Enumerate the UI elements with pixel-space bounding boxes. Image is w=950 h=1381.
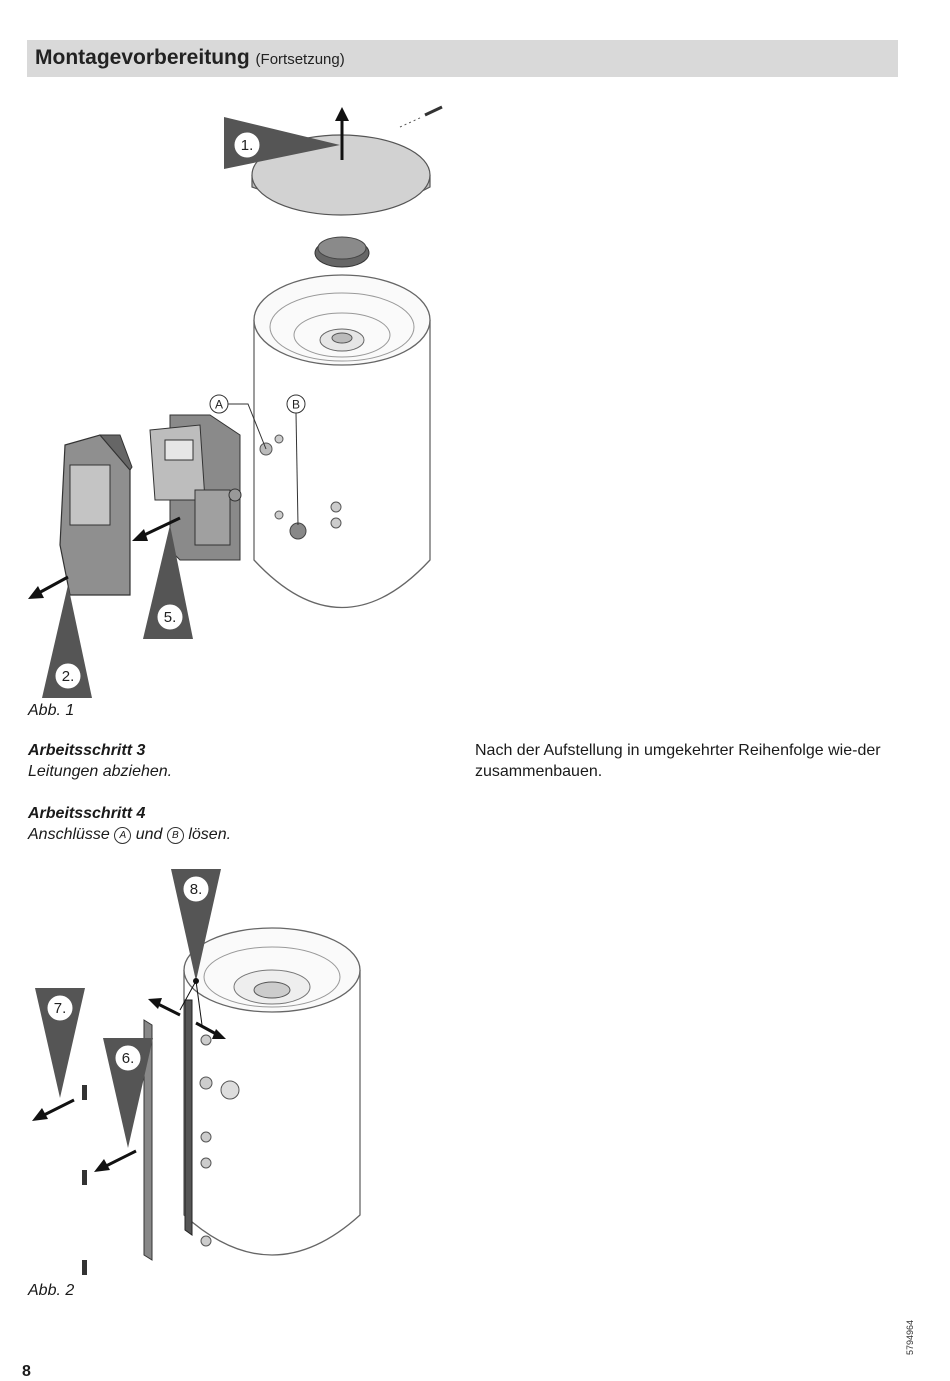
figure-2-caption: Abb. 2 <box>28 1282 75 1299</box>
step-3-text: Leitungen abziehen. <box>28 763 173 780</box>
callout-7 <box>35 988 85 1098</box>
step-4 <box>28 803 231 845</box>
reassembly-note: Nach der Aufstellung in umgekehrter Reihenfolge wie-der zusammenbauen. <box>475 742 881 780</box>
step-3 <box>28 740 172 782</box>
label-b-inline: B <box>167 827 184 844</box>
control-unit <box>150 415 241 560</box>
step-4-text-before: Anschlüsse <box>28 826 110 843</box>
step-3-title: Arbeitsschritt 3 <box>28 742 146 759</box>
tank-lid <box>252 107 442 215</box>
callout-5-text: 5. <box>163 609 177 626</box>
callout-6-text: 6. <box>121 1050 135 1067</box>
callout-2 <box>42 585 92 698</box>
front-cover <box>60 435 132 595</box>
step-4-text <box>28 824 231 845</box>
page-number: 8 <box>22 1363 31 1380</box>
section-header <box>27 40 898 77</box>
label-a: A <box>214 397 224 412</box>
callout-1-text: 1. <box>240 137 254 154</box>
tank-body <box>254 275 430 608</box>
callout-8-text: 8. <box>189 881 203 898</box>
step-4-text-after: lösen. <box>188 826 232 843</box>
document-number: 5794964 <box>905 1319 915 1355</box>
step-4-title: Arbeitsschritt 4 <box>28 805 146 822</box>
title-subtitle: (Fortsetzung) <box>255 51 345 68</box>
label-a-inline: A <box>114 827 131 844</box>
figure-1-illustration <box>20 95 460 705</box>
tank-body-2 <box>184 928 360 1255</box>
title-text: Montagevorbereitung <box>35 46 250 69</box>
page-title <box>35 46 345 70</box>
figure-2-illustration <box>20 865 380 1285</box>
insulation-cap <box>315 237 369 267</box>
step-4-text-mid: und <box>135 826 163 843</box>
callout-2-text: 2. <box>61 668 75 685</box>
label-b: B <box>291 397 301 412</box>
figure-1-caption: Abb. 1 <box>28 702 75 719</box>
callout-7-text: 7. <box>53 1000 67 1017</box>
